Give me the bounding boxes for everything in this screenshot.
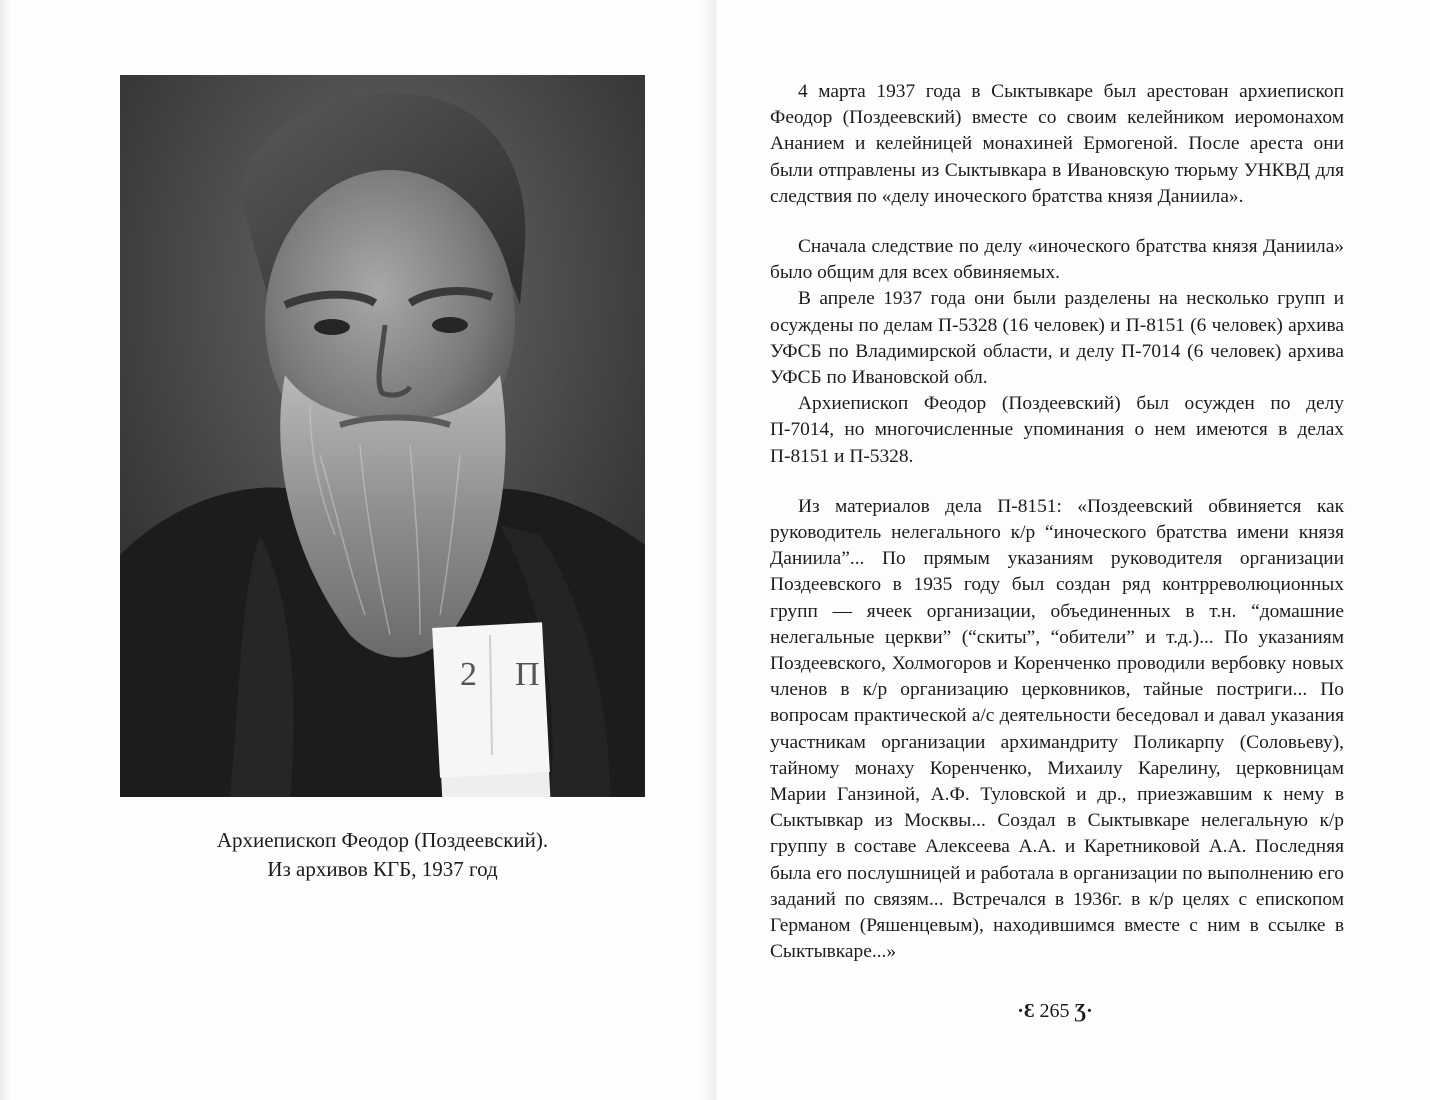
folio-number: 265 (1039, 1000, 1070, 1022)
caption-line-2: Из архивов КГБ, 1937 год (267, 857, 498, 881)
paragraph: В апреле 1937 года они были разделены на несколько групп и осуждены по делам П-5328 (16 человек) и П-8151 (6 человек) архива УФСБ по Владимирской области, и делу П-7014 (6 человек) архива УФСБ по Ивановской обл. (770, 288, 1344, 389)
portrait-photo (120, 75, 645, 797)
paragraph: 4 марта 1937 года в Сыктывкаре был арестован архиепископ Феодор (Поздеевский) вместе со своим келейником иеромонахом Ананием и келейницей монахиней Ермогеной. После ареста они были отправлены из Сыктывкара в Ивановскую тюрьму УНКВД для следствия по «делу иноческого братства князя Даниила». (770, 81, 1344, 207)
tag-right-text: П (515, 656, 540, 693)
folio-ornament-right: Ʒ· (1074, 1000, 1093, 1022)
body-text (770, 79, 1344, 966)
paragraph: Архиепископ Феодор (Поздеевский) был осужден по делу П-7014, но многочисленные упоминания о нем имеются в делах П-8151 и П-5328. (770, 393, 1344, 467)
tag-left-text: 2 (460, 656, 477, 693)
folio-ornament-left: ·Ɛ (1017, 1000, 1035, 1022)
paragraph: Из материалов дела П-8151: «Поздеевский обвиняется как руководитель нелегального к/р “иноческого братства имени князя Даниила”... По прямым указаниям руководителя организации Поздеевского в 1935 году был создан ряд контрреволюционных групп — ячеек организации, объединенных в т.н. “домашние нелегальные церкви” (“скиты”, “обители” и т.д.)... По указаниям Поздеевского, Холмогоров и Коренченко проводили вербовку новых членов в к/р организацию церковников, тайные постриги... По вопросам практической а/с деятельности беседовал и давал указания участникам организации архимандриту Поликарпу (Соловьеву), тайному монаху Коренченко, Михаилу Карелину, церковницам Марии Ганзиной, А.Ф. Туловской и др., приезжавшим к нему в Сыктывкар из Москвы... Создал в Сыктывкаре нелегальную к/р группу в составе Алексеева А.А. и Каретниковой А.А. Последняя была его послушницей и работала в организации по выполнению его заданий по связям... Встречался в 1936г. в к/р целях с епископом Германом (Ряшенцевым), находившимся вместе с ним в ссылке в Сыктывкаре...» (770, 495, 1344, 963)
caption-line-1: Архиепископ Феодор (Поздеевский). (216, 828, 549, 852)
portrait-illustration (120, 75, 645, 797)
page-number (1000, 1000, 1110, 1023)
left-page (0, 0, 714, 1100)
photo-caption (120, 826, 645, 884)
page-edge (0, 0, 12, 1100)
paragraph: Сначала следствие по делу «иноческого братства князя Даниила» было общим для всех обвиняемых. (770, 236, 1344, 284)
